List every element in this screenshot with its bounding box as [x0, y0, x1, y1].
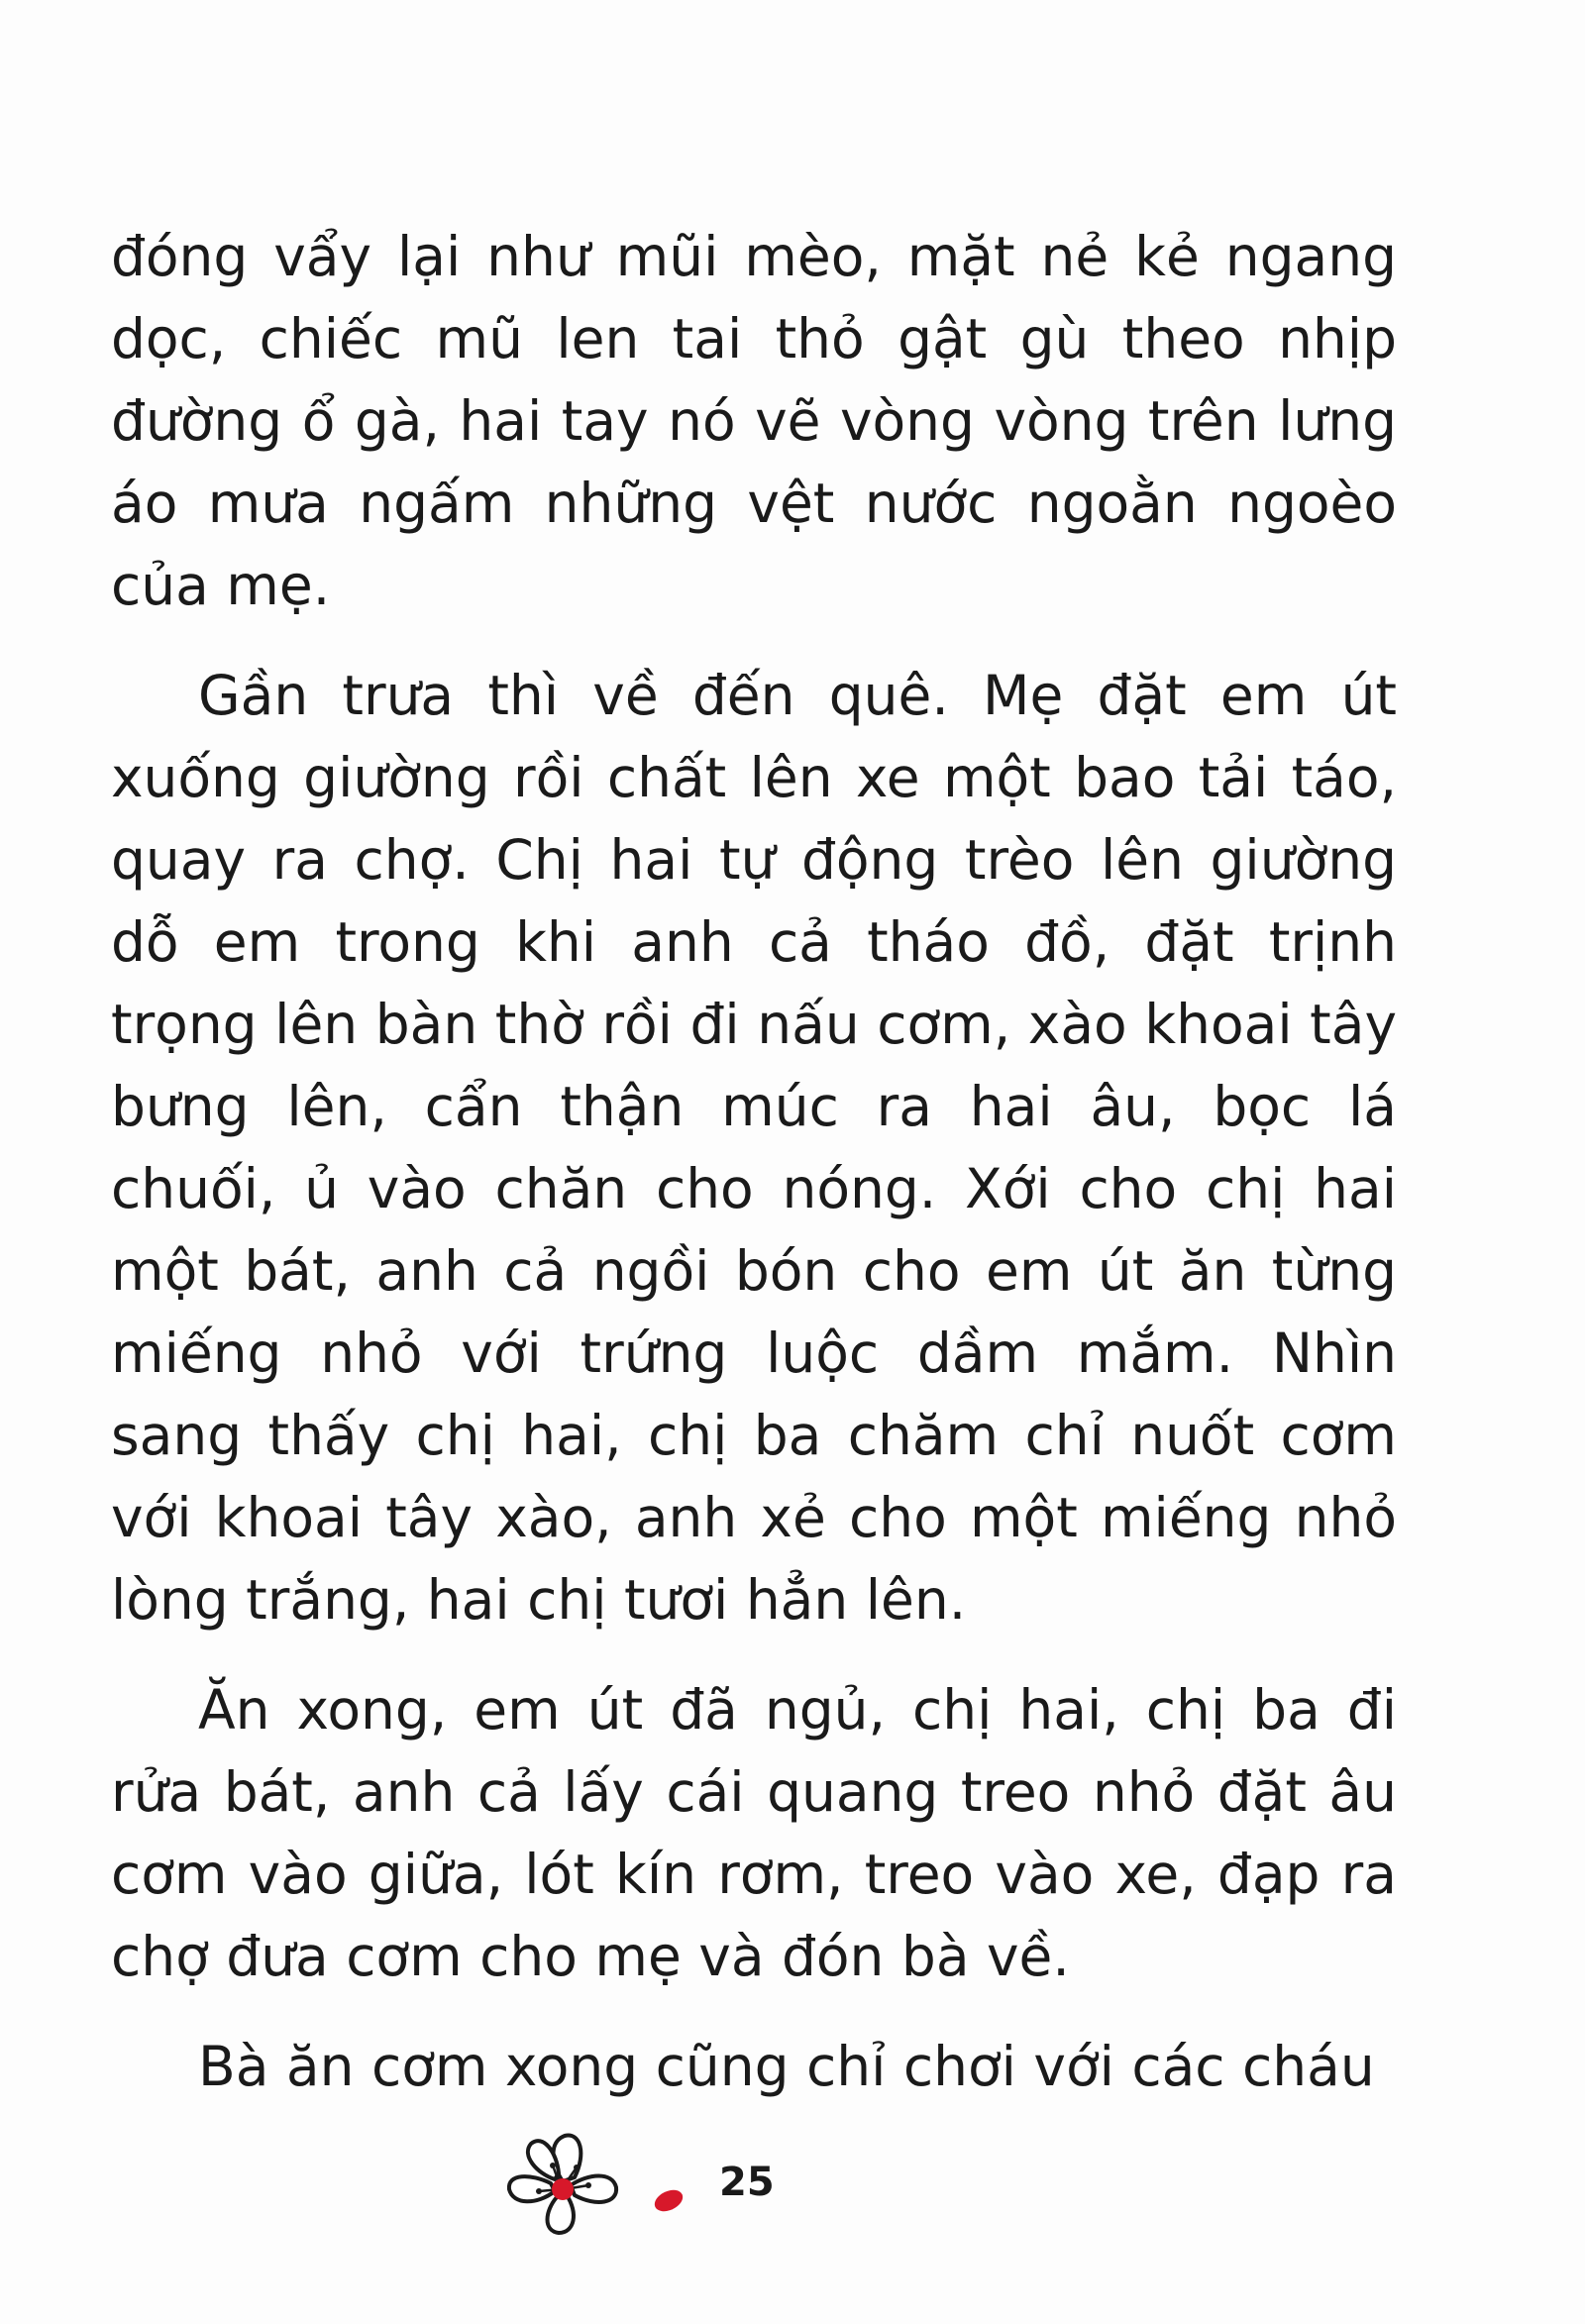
body-text	[111, 216, 1397, 2136]
paragraph-1: đóng vẩy lại như mũi mèo, mặt nẻ kẻ ngang dọc, chiếc mũ len tai thỏ gật gù theo nhịp đường ổ gà, hai tay nó vẽ vòng vòng trên lưng áo mưa ngấm những vệt nước ngoằn ngoèo của mẹ.	[111, 225, 1397, 617]
page-footer	[0, 2130, 1585, 2249]
plum-blossom-icon	[493, 2130, 632, 2239]
paragraph-2: Gần trưa thì về đến quê. Mẹ đặt em út xuống giường rồi chất lên xe một bao tải táo, quay ra chợ. Chị hai tự động trèo lên giường dỗ em trong khi anh cả tháo đồ, đặt trịnh trọng lên bàn thờ rồi đi nấu cơm, xào khoai tây bưng lên, cẩn thận múc ra hai âu, bọc lá chuối, ủ vào chăn cho nóng. Xới cho chị hai một bát, anh cả ngồi bón cho em út ăn từng miếng nhỏ với trứng luộc dầm mắm. Nhìn sang thấy chị hai, chị ba chăm chỉ nuốt cơm với khoai tây xào, anh xẻ cho một miếng nhỏ lòng trắng, hai chị tươi hẳn lên.	[111, 664, 1397, 1632]
paragraph-4: Bà ăn cơm xong cũng chỉ chơi với các cháu	[198, 2035, 1375, 2098]
red-petal-dot	[651, 2186, 686, 2216]
page-number: 25	[719, 2160, 775, 2205]
paragraph-3: Ăn xong, em út đã ngủ, chị hai, chị ba đi rửa bát, anh cả lấy cái quang treo nhỏ đặt âu cơm vào giữa, lót kín rơm, treo vào xe, đạp ra chợ đưa cơm cho mẹ và đón bà về.	[111, 1678, 1397, 1988]
